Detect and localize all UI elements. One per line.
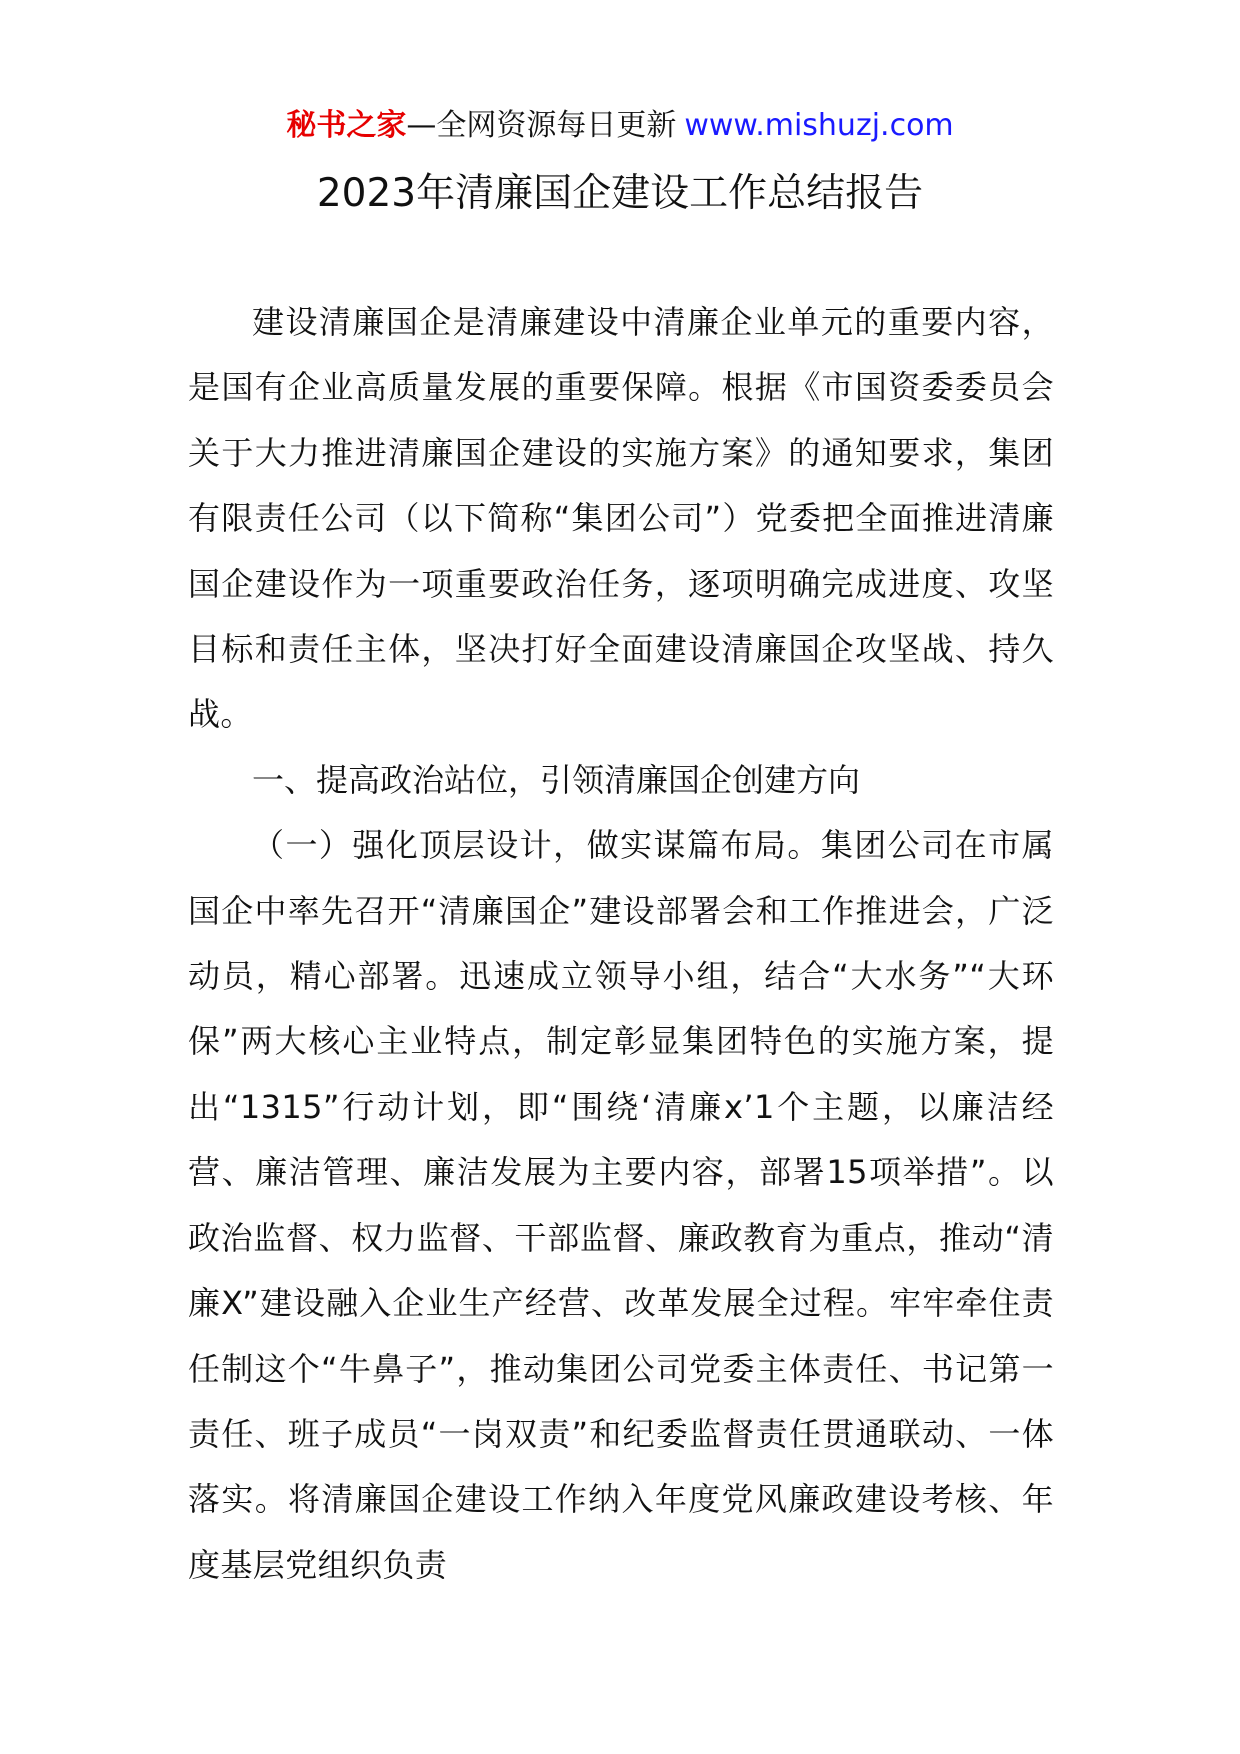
site-header: [0, 104, 1240, 148]
document-body: [188, 290, 1054, 1598]
section-heading: 一、提高政治站位，引领清廉国企创建方向: [252, 760, 861, 799]
subsection-paragraph: （一）强化顶层设计，做实谋篇布局。集团公司在市属国企中率先召开“清廉国企”建设部署会和工作推进会，广泛动员，精心部署。迅速成立领导小组，结合“大水务”“大环保”两大核心主业特点，制定彰显集团特色的实施方案，提出“1315”行动计划，即“围绕‘清廉x’1个主题，以廉洁经营、廉洁管理、廉洁发展为主要内容，部署15项举措”。以政治监督、权力监督、干部监督、廉政教育为重点，推动“清廉X”建设融入企业生产经营、改革发展全过程。牢牢牵住责任制这个“牛鼻子”，推动集团公司党委主体责任、书记第一责任、班子成员“一岗双责”和纪委监督责任贯通联动、一体落实。将清廉国企建设工作纳入年度党风廉政建设考核、年度基层党组织负责: [188, 826, 1054, 1584]
header-tagline: —全网资源每日更新: [406, 108, 677, 143]
document-title: 2023年清廉国企建设工作总结报告: [316, 171, 924, 216]
intro-paragraph: 建设清廉国企是清廉建设中清廉企业单元的重要内容，是国有企业高质量发展的重要保障。根据《市国资委委员会关于大力推进清廉国企建设的实施方案》的通知要求，集团有限责任公司（以下简称“集团公司”）党委把全面推进清廉国企建设作为一项重要政治任务，逐项明确完成进度、攻坚目标和责任主体，坚决打好全面建设清廉国企攻坚战、持久战。: [188, 303, 1054, 734]
brand-name: 秘书之家: [286, 108, 407, 143]
site-link[interactable]: www.mishuzj.com: [684, 108, 954, 143]
